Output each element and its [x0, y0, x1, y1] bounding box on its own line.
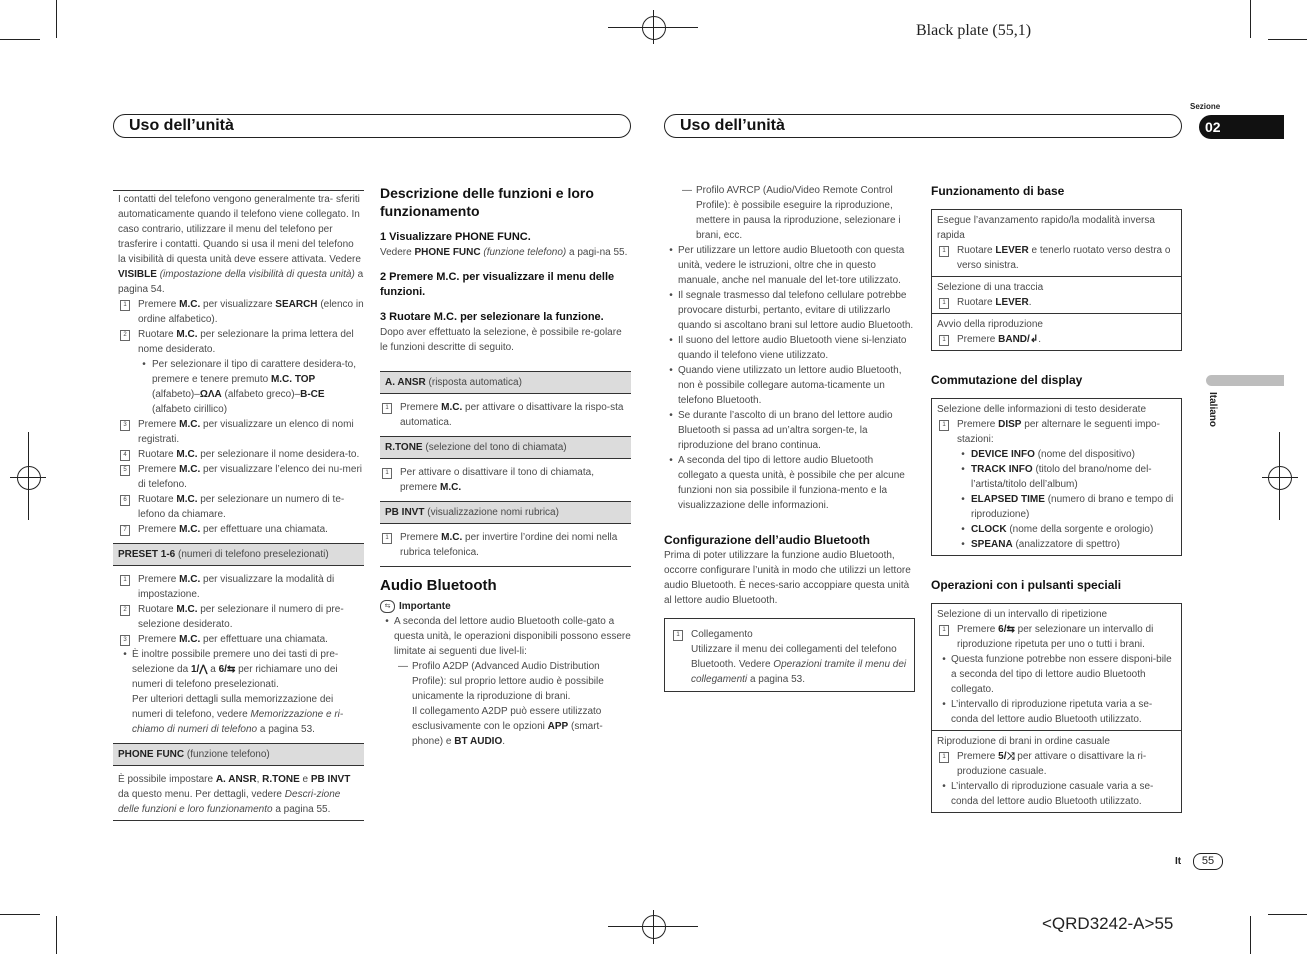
step-number-icon: 6	[120, 495, 130, 506]
step-number-icon: 1	[120, 575, 130, 586]
list-item: • Questa funzione potrebbe non essere disponi-bile a seconda del tipo di lettore audio Bluetooth collegato.	[942, 654, 1172, 695]
section-header-left	[113, 114, 631, 138]
step-number-icon: 1	[382, 403, 392, 414]
subsection-header: PB INVT (visualizzazione nomi rubrica)	[380, 501, 631, 524]
crop-mark	[0, 914, 40, 915]
step-number-icon: 2	[120, 330, 130, 341]
divider	[113, 820, 364, 821]
list-item: • Quando viene utilizzato un lettore audio Bluetooth, non è possibile collegare automa-ticamente un telefono Bluetooth.	[669, 365, 902, 406]
subsection-header: A. ANSR (risposta automatica)	[380, 371, 631, 394]
paragraph: Vedere PHONE FUNC (funzione telefono) a pagi-na 55.	[380, 247, 628, 258]
subsection-title: Funzionamento di base	[931, 184, 1065, 198]
important-note: ⇆ Importante	[380, 599, 631, 614]
section-title: Audio Bluetooth	[380, 577, 497, 594]
list-item: • L’intervallo di riproduzione casuale varia a se-conda del lettore audio Bluetooth utilizzato.	[942, 781, 1154, 807]
section-header-title: Uso dell’unità	[680, 117, 785, 134]
list-item: • CLOCK (nome della sorgente e orologio)	[961, 524, 1154, 535]
divider	[113, 190, 364, 191]
step-list	[113, 297, 364, 537]
list-item: 1 Ruotare LEVER.	[937, 295, 1176, 310]
section-header-title: Uso dell’unità	[129, 117, 234, 134]
list-item: 5 Premere M.C. per visualizzare l’elenco dei nu-meri di telefono.	[118, 462, 364, 492]
step-number-icon: 7	[120, 525, 130, 536]
list-item: • Per utilizzare un lettore audio Bluetooth con questa unità, vedere le istruzioni, oltre che in questo manuale, anche nel manuale del let-tore utilizzato.	[669, 245, 905, 286]
step-number-icon: 5	[120, 465, 130, 476]
intro-paragraph: I contatti del telefono vengono generalmente tra- sferiti automaticamente quando il telefono viene collegato. In caso contrario, utilizzare il menu del telefono per trasferire i contatti. Quando si usa il meni del telefono la visibilità di questa unità deve essere attivata. Vedere VISIBLE (impostazione della visibilità di questa unità) a pagina 54.	[118, 194, 364, 295]
list-item: 1 Premere M.C. per attivare o disattivare la rispo-sta automatica.	[380, 400, 631, 430]
repeat-icon: ⇆	[1006, 624, 1015, 635]
step-number-icon: 3	[120, 635, 130, 646]
language-tab-bar	[1206, 375, 1284, 386]
registration-circle	[642, 16, 666, 40]
subsection-header: PRESET 1-6 (numeri di telefono preselezionati)	[113, 543, 364, 566]
subsection-title: Operazioni con i pulsanti speciali	[931, 578, 1122, 592]
list-item: • È inoltre possibile premere uno dei tasti di pre-selezione da 1/⋀ a 6/⇆ per richiamare uno dei numeri di telefono preselezionati. Per ulteriori dettagli sulla memorizzazione dei numeri di telefono, vedere Memorizzazione e ri-chiamo di numeri di telefono a pagina 53.	[123, 649, 344, 735]
list-item: 2 Ruotare M.C. per selezionare la prima lettera del nome desiderato.	[118, 327, 364, 357]
important-icon: ⇆	[380, 600, 395, 613]
repeat-icon: /⇆	[224, 664, 236, 675]
function-box: Selezione di una traccia 1 Ruotare LEVER.	[931, 277, 1182, 314]
section-title: Descrizione delle funzioni e loro funzionamento	[380, 185, 594, 219]
registration-circle	[17, 466, 41, 490]
step-number-icon: 1	[382, 468, 392, 479]
section-number-tab	[1199, 115, 1284, 139]
step-number-icon: 4	[120, 450, 130, 461]
shuffle-icon: ⤨	[1006, 751, 1015, 762]
step-number-icon: 1	[673, 630, 683, 641]
column-1	[113, 190, 364, 821]
list-item: 2 Ruotare M.C. per selezionare il numero di pre-selezione desiderato.	[118, 602, 364, 632]
column-2	[380, 184, 631, 749]
step-number-icon: 2	[120, 605, 130, 616]
page-number: 55	[1193, 853, 1223, 870]
list-item: 1 Premere M.C. per visualizzare SEARCH (elenco in ordine alfabetico).	[118, 297, 364, 327]
section-number: 02	[1205, 119, 1221, 135]
crop-mark	[0, 39, 40, 40]
crop-mark	[1268, 914, 1307, 915]
registration-circle	[1268, 466, 1292, 490]
preset-steps	[113, 572, 364, 737]
list-item: • A seconda del lettore audio Bluetooth colle-gato a questa unità, le operazioni disponibili possono essere limitate ai seguenti due livel-li:	[385, 616, 631, 657]
list-item: 1 Premere 6/⇆ per selezionare un intervallo di riproduzione ripetuta per uno o tutti i brani.	[937, 622, 1176, 652]
list-item: 1 Per attivare o disattivare il tono di chiamata, premere M.C.	[380, 465, 631, 495]
list-item: — Profilo A2DP (Advanced Audio Distribution Profile): sul proprio lettore audio è possibile unicamente la riproduzione di brani. Il collegamento A2DP può essere utilizzato esclusivamente con le opzioni APP (smart-phone) e BT AUDIO.	[398, 661, 604, 747]
list-item: 1 Premere M.C. per visualizzare la modalità di impostazione.	[118, 572, 364, 602]
list-item: 3 Premere M.C. per visualizzare un elenco di nomi registrati.	[118, 417, 364, 447]
list-item: 4 Ruotare M.C. per selezionare il nome desidera-to.	[118, 447, 364, 462]
step-heading: 3 Ruotare M.C. per selezionare la funzione.	[380, 311, 604, 323]
subsection-header: R.TONE (selezione del tono di chiamata)	[380, 436, 631, 459]
step-heading: 1 Visualizzare PHONE FUNC.	[380, 231, 531, 243]
page-language: It	[1175, 856, 1182, 867]
list-item: 3 Premere M.C. per effettuare una chiamata.	[118, 632, 364, 647]
list-item: — Profilo AVRCP (Audio/Video Remote Control Profile): è possibile eseguire la riproduzione, mettere in pausa la riproduzione, selezionare i brani, ecc.	[682, 185, 901, 241]
step-number-icon: 1	[939, 752, 949, 763]
column-3	[664, 183, 915, 692]
function-box: Selezione di un intervallo di ripetizione 1 Premere 6/⇆ per selezionare un intervallo di riproduzione ripetuta per uno o tutti i brani. • Questa funzione potrebbe non essere disponi-bile a seconda del tipo di lettore audio Bluetooth collegato. • L’intervallo di riproduzione ripetuta varia a se-conda del lettore audio Bluetooth utilizzato.	[931, 603, 1182, 731]
column-4	[931, 184, 1182, 813]
step-number-icon: 1	[939, 335, 949, 346]
function-box: Avvio della riproduzione 1 Premere BAND/↲.	[931, 314, 1182, 351]
list-item: 1 Premere BAND/↲.	[937, 332, 1176, 347]
step-number-icon: 1	[120, 300, 130, 311]
step-number-icon: 1	[939, 625, 949, 636]
step-number-icon: 3	[120, 420, 130, 431]
subsection-title: Configurazione dell’audio Bluetooth	[664, 533, 870, 547]
list-item: • Se durante l’ascolto di un brano del lettore audio Bluetooth si passa ad un’altra sorgen-te, la riproduzione del brano continua.	[669, 410, 893, 451]
info-box	[664, 618, 915, 692]
list-item: 1 Collegamento Utilizzare il menu dei collegamenti del telefono Bluetooth. Vedere Operazioni tramite il menu dei collegamenti a pagina 53.	[671, 627, 908, 687]
function-box: Selezione delle informazioni di testo desiderate 1 Premere DISP per alternare le seguenti impo-stazioni: • DEVICE INFO (nome del dispositivo) • TRACK INFO (titolo del brano/nome del-l’artista/titolo dell’album) • ELAPSED TIME (numero di brano e tempo di riproduzione) • CLOCK (nome della sorgente e orologio) • SPEANA (analizzatore di spettro)	[931, 398, 1182, 556]
list-item: 7 Premere M.C. per effettuare una chiamata.	[118, 522, 364, 537]
document-code: <QRD3242-A>55	[1042, 914, 1174, 933]
step-number-icon: 1	[939, 420, 949, 431]
list-item: • L’intervallo di riproduzione ripetuta varia a se-conda del lettore audio Bluetooth utilizzato.	[942, 699, 1153, 725]
step-number-icon: 1	[939, 246, 949, 257]
list-item: 1 Ruotare LEVER e tenerlo ruotato verso destra o verso sinistra.	[937, 243, 1176, 273]
list-item: 1 Premere 5/⤨ per attivare o disattivare la ri-produzione casuale.	[937, 749, 1176, 779]
list-item: • TRACK INFO (titolo del brano/nome del-l’artista/titolo dell’album)	[961, 464, 1152, 490]
list-item: 1 Premere M.C. per invertire l’ordine dei nomi nella rubrica telefonica.	[380, 530, 631, 560]
crop-mark	[56, 916, 57, 954]
phone-paragraph: È possibile impostare A. ANSR, R.TONE e PB INVT da questo menu. Per dettagli, vedere Descri-zione delle funzioni e loro funzionamento a pagina 55.	[118, 774, 351, 815]
section-label: Sezione	[1190, 102, 1221, 111]
language-tab-label: Italiano	[1207, 392, 1218, 428]
section-header-right	[664, 114, 1182, 138]
step-number-icon: 1	[939, 298, 949, 309]
plate-label: Black plate (55,1)	[916, 22, 1032, 39]
step-heading: 2 Premere M.C. per visualizzare il menu delle funzioni.	[380, 271, 615, 298]
list-item: 6 Ruotare M.C. per selezionare un numero di te-lefono da chiamare.	[118, 492, 364, 522]
list-item: • A seconda del tipo di lettore audio Bluetooth collegato a questa unità, è possibile che per alcune funzioni non sia possibile il funziona-mento e la visualizzazione delle informazioni.	[669, 455, 905, 511]
registration-circle	[642, 915, 666, 939]
function-box: Riproduzione di brani in ordine casuale 1 Premere 5/⤨ per attivare o disattivare la ri-produzione casuale. • L’intervallo di riproduzione casuale varia a se-conda del lettore audio Bluetooth utilizzato.	[931, 731, 1182, 813]
crop-mark	[1268, 39, 1307, 40]
subsection-header: PHONE FUNC (funzione telefono)	[113, 743, 364, 766]
pause-play-icon: ↲	[1029, 334, 1039, 345]
list-item: • Per selezionare il tipo di carattere desidera-to, premere e tenere premuto M.C. TOP (alfabeto)–ΩΛΑ (alfabeto greco)–B-CE (alfabeto cirillico)	[142, 359, 356, 415]
function-box: Esegue l’avanzamento rapido/la modalità inversa rapida 1 Ruotare LEVER e tenerlo ruotato verso destra o verso sinistra.	[931, 209, 1182, 277]
list-item: 1 Premere DISP per alternare le seguenti impo-stazioni:	[937, 417, 1176, 447]
paragraph: Prima di poter utilizzare la funzione audio Bluetooth, occorre configurare l’unità in modo che utilizzi un lettore audio Bluetooth. È neces-sario accoppiare questa unità al lettore audio Bluetooth.	[664, 550, 911, 606]
list-item: • DEVICE INFO (nome del dispositivo)	[961, 449, 1135, 460]
crop-mark	[1250, 0, 1251, 38]
step-number-icon: 1	[382, 533, 392, 544]
list-item: • ELAPSED TIME (numero di brano e tempo di riproduzione)	[961, 494, 1174, 520]
list-item: • Il suono del lettore audio Bluetooth viene si-lenziato quando il telefono viene utilizzato.	[669, 335, 907, 361]
crop-mark	[56, 0, 57, 38]
up-arrow-icon: /⋀	[196, 664, 208, 675]
subsection-title: Commutazione del display	[931, 373, 1083, 387]
list-item: • SPEANA (analizzatore di spettro)	[961, 539, 1120, 550]
crop-mark	[1250, 916, 1251, 954]
list-item: • Il segnale trasmesso dal telefono cellulare potrebbe provocare disturbi, pertanto, evitare di utilizzarlo quando si ascoltano brani sul lettore audio Bluetooth.	[669, 290, 914, 331]
paragraph: Dopo aver effettuato la selezione, è possibile re-golare le funzioni descritte di seguito.	[380, 327, 622, 353]
